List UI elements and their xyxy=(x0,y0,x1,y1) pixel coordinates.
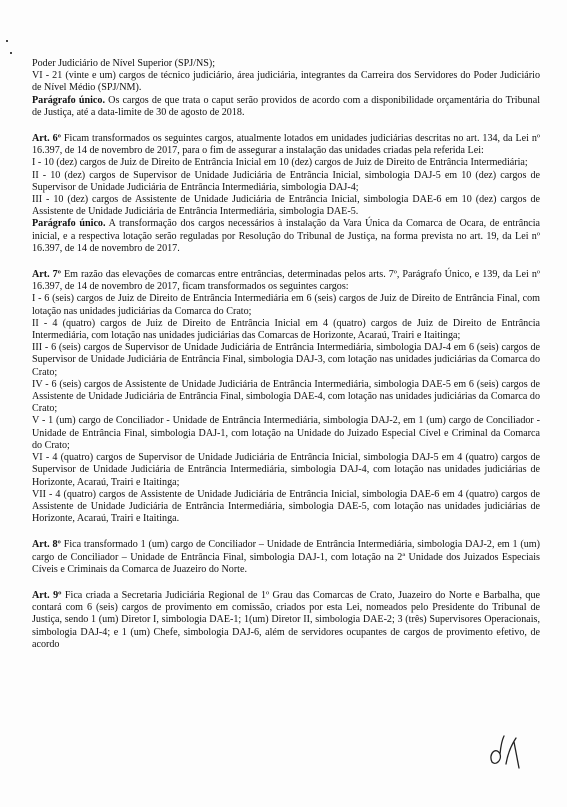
article-lead: Art. 6º xyxy=(32,133,61,145)
paragraph-line: Poder Judiciário de Nível Superior (SPJ/NS); xyxy=(32,58,216,69)
item: II - 4 (quatro) cargos de Juiz de Direito de Entrância Inicial em 4 (quatro) cargos de Juiz de Direito de Entrância Intermediária, com lotação nas unidades judiciárias das Comarcas de Horizonte, Acaraú, Trairi e Itaitinga; xyxy=(32,317,540,342)
scan-speck xyxy=(6,40,8,42)
article-6 xyxy=(32,133,540,157)
paragraph-text: A transformação dos cargos necessários à instalação da Vara Única da Comarca de Ocara, de entrância inicial, e a respectiva lotação serão reguladas por Resolução do Tribunal de Justiça, na forma prevista no art. 19, da Lei nº 16.397, de 14 de novembro de 2017. xyxy=(32,218,540,254)
item: VI - 4 (quatro) cargos de Supervisor de Unidade Judiciária de Entrância Inicial, simbologia DAJ-5 em 4 (quatro) cargos de Supervisor de Unidade Judiciária de Entrância Intermediária, simbologia DAJ-4, com lotação nas unidades judiciárias de Horizonte, Acaraú, Trairi e Itaitinga; xyxy=(32,452,540,488)
article-text: Em razão das elevações de comarcas entre entrâncias, determinadas pelos arts. 7º, Parágrafo Único, e 139, da Lei nº 16.397, de 14 de novembro de 2017, ficam transformados os seguintes cargos: xyxy=(32,269,540,293)
item: VII - 4 (quatro) cargos de Assistente de Unidade Judiciária de Entrância Inicial, simbologia DAE-6 em 4 (quatro) cargos de Assistente de Unidade Judiciária de Entrância Intermediária, simbologia DAE-5, com lotação nas unidades judiciárias de Horizonte, Acaraú, Trairi e Itaitinga. xyxy=(32,488,540,525)
item: I - 10 (dez) cargos de Juiz de Direito de Entrância Inicial em 10 (dez) cargos de Juiz de Direito de Entrância Intermediária; xyxy=(32,157,528,169)
article-text: Fica criada a Secretaria Judiciária Regional de 1º Grau das Comarcas de Crato, Juazeiro do Norte e Barbalha, que contará com 6 (seis) cargos de provimento em comissão, criados por esta Lei, nomeados pelo Presidente do Tribunal de Justiça, sendo 1 (um) Diretor I, simbologia DAE-1; 1(um) Diretor II, simbologia DAE-2; 3 (três) Supervisores Operacionais, simbologia DAJ-4; e 1 (um) Chefe, simbologia DAJ-6, além de servidores ocupantes de cargos de provimento efetivo, de acordo xyxy=(32,589,540,650)
article-8 xyxy=(32,539,540,576)
item: I - 6 (seis) cargos de Juiz de Direito de Entrância Intermediária em 6 (seis) cargos de Juiz de Direito de Entrância Final, com lotação nas unidades judiciárias da Comarca do Crato; xyxy=(32,293,540,317)
item: III - 6 (seis) cargos de Supervisor de Unidade Judiciária de Entrância Intermediária, simbologia DAJ-4 em 6 (seis) cargos de Supervisor de Unidade Judiciária de Entrância Final, simbologia DAJ-3, com lotação nas unidades judiciárias da Comarca do Crato; xyxy=(32,342,540,378)
item: IV - 6 (seis) cargos de Assistente de Unidade Judiciária de Entrância Intermediária, simbologia DAE-5 em 6 (seis) cargos de Assistente de Unidade Judiciária de Entrância Final, simbologia DAE-4, com lotação nas unidades judiciárias da Comarca do Crato; xyxy=(32,378,540,415)
paragraph-line: VI - 21 (vinte e um) cargos de técnico judiciário, área judiciária, integrantes da Carreira dos Servidores do Poder Judiciário de Nível Médio (SPJ/NM). xyxy=(32,70,540,94)
paragraph xyxy=(32,95,540,119)
handwritten-initials-signature xyxy=(486,732,526,772)
article-9 xyxy=(32,590,540,651)
article-lead: Art. 7º xyxy=(32,269,62,281)
paragraph-lead: Parágrafo único. xyxy=(32,94,105,106)
item: V - 1 (um) cargo de Conciliador - Unidade de Entrância Intermediária, simbologia DAJ-2, em 1 (um) cargo de Conciliador - Unidade de Entrância Final, simbologia DAJ-1, com lotação na Unidade do Juizado Especial Cível e Criminal da Comarca do Crato; xyxy=(32,415,540,451)
article-7 xyxy=(32,269,540,293)
paragraph-lead: Parágrafo único. xyxy=(32,218,106,230)
item: II - 10 (dez) cargos de Supervisor de Unidade Judiciária de Entrância Inicial, simbologia DAJ-5 em 10 (dez) cargos de Supervisor de Unidade Judiciária de Entrância Intermediária, simbologia DAJ-4; xyxy=(32,169,540,193)
item: III - 10 (dez) cargos de Assistente de Unidade Judiciária de Entrância Inicial, simbologia DAE-6 em 10 (dez) cargos de Assistente de Unidade Judiciária de Entrância Intermediária, simbologia DAE-5. xyxy=(32,194,540,218)
article-lead: Art. 9º xyxy=(32,589,62,601)
scan-speck xyxy=(10,52,12,54)
article-lead: Art. 8º xyxy=(32,539,61,551)
paragraph-text: Os cargos de que trata o caput serão providos de acordo com a disponibilidade orçamentária do Tribunal de Justiça, até a data-limite de 30 de agosto de 2018. xyxy=(32,94,540,118)
article-text: Ficam transformados os seguintes cargos, atualmente lotados em unidades judiciárias descritas no art. 134, da Lei nº 16.397, de 14 de novembro de 2017, para o fim de assegurar a instalação das unidades criadas pela referida Lei: xyxy=(32,133,540,157)
document-body xyxy=(32,58,540,651)
paragraph xyxy=(32,218,540,255)
article-text: Fica transformado 1 (um) cargo de Conciliador – Unidade de Entrância Intermediária, simbologia DAJ-2, em 1 (um) cargo de Conciliador – Unidade de Entrância Final, simbologia DAJ-1, com lotação na 2ª Unidade dos Juizados Especiais Cíveis e Criminais da Comarca de Juazeiro do Norte. xyxy=(32,539,540,575)
